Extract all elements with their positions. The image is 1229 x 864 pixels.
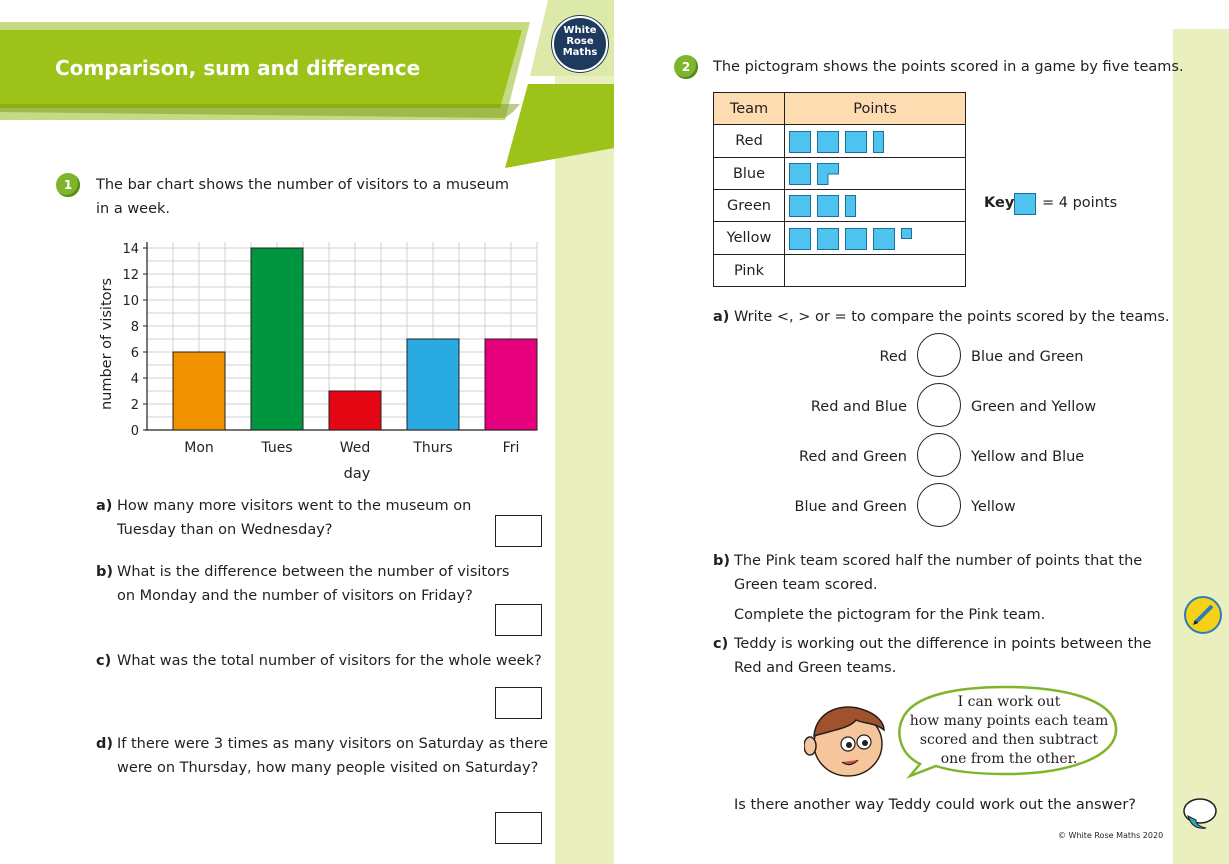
speech-line: one from the other. <box>940 751 1078 767</box>
points-yellow <box>785 222 966 255</box>
bar-tues <box>251 248 303 430</box>
compare-right-1: Blue and Green <box>971 349 1084 365</box>
picto-square <box>817 131 839 153</box>
picto-square <box>873 228 895 250</box>
logo-line: Rose <box>566 36 594 47</box>
compare-circle-4[interactable] <box>917 483 961 527</box>
y-tick-label: 8 <box>130 320 139 335</box>
left-page <box>0 0 614 864</box>
picto-square <box>789 131 811 153</box>
y-tick-label: 4 <box>130 372 139 387</box>
part-d-line2: were on Thursday, how many people visited on Saturday? <box>117 760 539 776</box>
team-pink: Pink <box>714 255 785 287</box>
team-red: Red <box>714 125 785 158</box>
team-blue: Blue <box>714 158 785 190</box>
q2-part-c-line1: Teddy is working out the difference in points between the <box>734 636 1152 652</box>
header-banner <box>0 0 614 175</box>
picto-half-square <box>873 131 884 153</box>
y-tick-label: 10 <box>122 294 139 309</box>
q2-part-b-line2: Green team scored. <box>734 577 878 593</box>
x-tick-label: Wed <box>339 440 371 456</box>
q2-part-c-question: Is there another way Teddy could work out the answer? <box>734 797 1136 813</box>
compare-left-4: Blue and Green <box>794 499 907 515</box>
answer-box-b[interactable] <box>495 604 542 636</box>
points-blue <box>785 158 966 190</box>
compare-right-4: Yellow <box>971 499 1016 515</box>
q1-text-line2: in a week. <box>96 201 171 217</box>
y-tick-label: 2 <box>130 398 139 413</box>
q2-part-b-letter: b) <box>713 553 731 569</box>
picto-square <box>789 195 811 217</box>
x-tick-label: Fri <box>502 440 520 456</box>
teddy-character-icon <box>804 700 894 780</box>
x-tick-label: Thurs <box>413 440 453 456</box>
part-a-line2: Tuesday than on Wednesday? <box>117 522 333 538</box>
points-red <box>785 125 966 158</box>
pictogram-table <box>713 92 966 287</box>
y-tick-label: 12 <box>122 268 139 283</box>
team-green: Green <box>714 190 785 222</box>
q2-text: The pictogram shows the points scored in a game by five teams. <box>713 59 1184 75</box>
picto-square <box>817 195 839 217</box>
part-b-line1: What is the difference between the number of visitors <box>117 564 510 580</box>
speech-text <box>904 693 1114 769</box>
picto-half-square <box>845 195 856 217</box>
logo-line: White <box>563 25 597 36</box>
picto-three-quarter-square <box>817 163 839 185</box>
team-yellow: Yellow <box>714 222 785 255</box>
bar-thurs <box>407 339 459 430</box>
key-label: Key <box>984 195 1015 211</box>
part-b-line2: on Monday and the number of visitors on Friday? <box>117 588 473 604</box>
compare-right-3: Yellow and Blue <box>971 449 1085 465</box>
q2-part-b-line1: The Pink team scored half the number of points that the <box>734 553 1143 569</box>
part-a-line1: How many more visitors went to the museum on <box>117 498 472 514</box>
compare-left-1: Red <box>879 349 907 365</box>
x-tick-label: Tues <box>261 440 293 456</box>
picto-square <box>845 228 867 250</box>
picto-quarter-square <box>901 228 912 239</box>
question-number-2: 2 <box>674 55 698 79</box>
logo-line: Maths <box>562 47 598 58</box>
part-d-line1: If there were 3 times as many visitors on Saturday as there <box>117 736 549 752</box>
x-tick-label: Mon <box>184 440 214 456</box>
compare-left-3: Red and Green <box>799 449 907 465</box>
q2-part-a-text: Write <, > or = to compare the points scored by the teams. <box>734 309 1170 325</box>
discussion-icon[interactable] <box>1182 796 1220 832</box>
y-axis-label: number of visitors <box>99 277 115 411</box>
answer-box-c[interactable] <box>495 687 542 719</box>
y-tick-label: 0 <box>130 424 139 439</box>
points-pink-input[interactable] <box>785 255 966 287</box>
part-c-line1: What was the total number of visitors for the whole week? <box>117 653 542 669</box>
copyright-text: © White Rose Maths 2020 <box>1058 831 1164 840</box>
compare-left-2: Red and Blue <box>810 399 907 415</box>
picto-square <box>789 228 811 250</box>
q2-part-b-line3: Complete the pictogram for the Pink team. <box>734 607 1046 623</box>
answer-box-d[interactable] <box>495 812 542 844</box>
right-page <box>614 0 1229 864</box>
pencil-icon[interactable] <box>1184 596 1222 634</box>
speech-line: how many points each team <box>909 713 1109 729</box>
part-a-letter: a) <box>96 498 113 514</box>
part-c-letter: c) <box>96 653 112 669</box>
q2-part-c-line2: Red and Green teams. <box>734 660 897 676</box>
page-title: Comparison, sum and difference <box>55 56 421 80</box>
q2-part-a-letter: a) <box>713 309 730 325</box>
q2-part-c-letter: c) <box>713 636 729 652</box>
question-number-1: 1 <box>56 173 80 197</box>
compare-circle-3[interactable] <box>917 433 961 477</box>
white-rose-logo <box>552 16 608 72</box>
speech-line: I can work out <box>957 694 1061 710</box>
compare-circle-1[interactable] <box>917 333 961 377</box>
speech-line: scored and then subtract <box>919 732 1099 748</box>
table-header-team: Team <box>714 93 785 125</box>
compare-right-2: Green and Yellow <box>971 399 1097 415</box>
bar-fri <box>485 339 537 430</box>
part-d-letter: d) <box>96 736 114 752</box>
answer-box-a[interactable] <box>495 515 542 547</box>
x-axis-label: day <box>343 466 371 482</box>
y-tick-label: 14 <box>122 242 139 257</box>
table-header-points: Points <box>785 93 966 125</box>
key-text: = 4 points <box>1042 195 1118 211</box>
bar-chart <box>90 228 550 488</box>
points-green <box>785 190 966 222</box>
key-square-icon <box>1014 193 1036 215</box>
y-tick-label: 6 <box>130 346 139 361</box>
bar-wed <box>329 391 381 430</box>
compare-circle-2[interactable] <box>917 383 961 427</box>
bar-mon <box>173 352 225 430</box>
picto-square <box>789 163 811 185</box>
right-margin-stripe <box>1173 29 1229 864</box>
part-b-letter: b) <box>96 564 114 580</box>
q1-text-line1: The bar chart shows the number of visitors to a museum <box>96 177 510 193</box>
picto-square <box>845 131 867 153</box>
picto-square <box>817 228 839 250</box>
